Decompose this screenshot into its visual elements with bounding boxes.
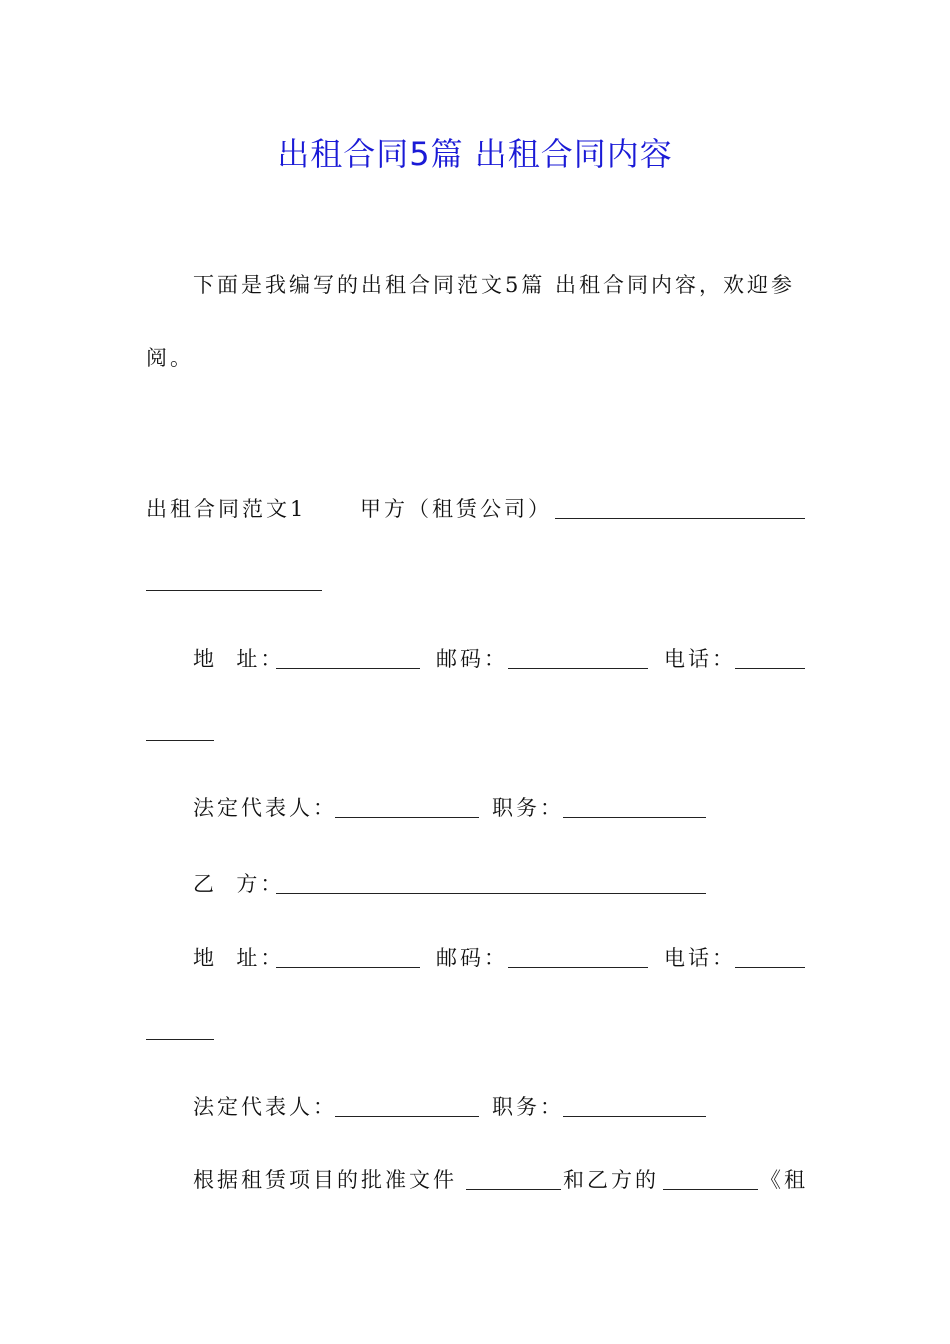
party-b-blank [276, 871, 706, 894]
intro-line-1: 下面是我编写的出租合同范文5篇 出租合同内容，欢迎参 [193, 273, 796, 297]
party-b-phone-blank-continued [146, 1017, 214, 1040]
document-title: 出租合同5篇 出租合同内容 [277, 135, 673, 173]
party-b-phone-blank [735, 945, 805, 968]
party-a-phone-label: 电话： [664, 647, 736, 671]
approval-doc-blank [466, 1167, 561, 1190]
party-b-legal-rep-blank [335, 1094, 479, 1117]
party-a-phone-blank-continued [146, 718, 214, 741]
party-b-phone-label: 电话： [664, 946, 736, 970]
party-b-legal-rep-label: 法定代表人： [193, 1095, 337, 1119]
basis-text-part-3: 《租 [760, 1168, 808, 1192]
basis-text-part-2: 和乙方的 [563, 1168, 659, 1192]
party-a-label: 甲方（租赁公司） [360, 497, 552, 521]
section-heading: 出租合同范文1 [146, 497, 307, 521]
party-b-postcode-label: 邮码： [436, 946, 508, 970]
party-b-position-label: 职务： [492, 1095, 564, 1119]
party-b-label: 乙 方： [193, 872, 285, 896]
party-a-position-blank [563, 795, 706, 818]
party-b-address-blank [276, 945, 420, 968]
party-a-address-blank [276, 646, 420, 669]
party-a-blank-continued [146, 568, 322, 591]
party-b-postcode-blank [508, 945, 648, 968]
party-a-legal-rep-label: 法定代表人： [193, 796, 337, 820]
party-a-blank [555, 496, 805, 519]
party-a-position-label: 职务： [492, 796, 564, 820]
party-b-position-blank [563, 1094, 706, 1117]
party-b-doc-blank [663, 1167, 758, 1190]
basis-text-part-1: 根据租赁项目的批准文件 [193, 1168, 457, 1192]
party-b-address-label: 地 址： [193, 946, 285, 970]
party-a-phone-blank [735, 646, 805, 669]
party-a-postcode-label: 邮码： [436, 647, 508, 671]
intro-line-2: 阅。 [146, 346, 194, 370]
party-a-postcode-blank [508, 646, 648, 669]
party-a-address-label: 地 址： [193, 647, 285, 671]
party-a-legal-rep-blank [335, 795, 479, 818]
